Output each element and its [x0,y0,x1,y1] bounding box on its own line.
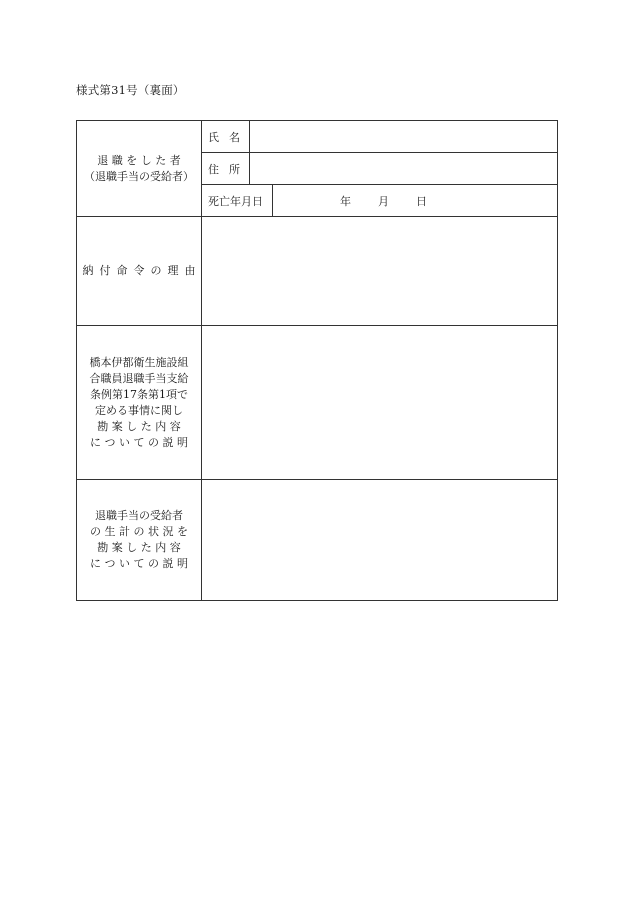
circumstances-label-cell [77,326,202,480]
livelihood-label-cell [77,480,202,601]
death-date-month-unit: 月 [378,194,389,208]
retiree-label-line1: 退 職 を し た 者 [97,153,181,167]
retiree-label-cell [77,121,202,217]
livelihood-label-line: 退職手当の受給者 [95,509,183,522]
circumstances-field[interactable] [202,326,558,480]
circumstances-label-line: 定める事情に関し [95,403,183,417]
name-label-cell [202,121,250,153]
livelihood-field[interactable] [202,480,558,601]
livelihood-row [77,480,558,601]
death-date-label: 死亡年月日 [202,185,273,217]
address-label: 住所 [208,162,250,176]
form-title: 様式第31号（裏面） [76,83,185,97]
address-label-cell [202,153,250,185]
circumstances-label-line: 条例第17条第1項で [90,387,188,401]
name-field[interactable] [250,121,558,153]
death-date-day-unit: 日 [416,194,427,208]
circumstances-label-line: に つ い て の 説 明 [90,435,188,449]
reason-field[interactable] [202,217,558,326]
livelihood-label-line: に つ い て の 説 明 [90,557,188,570]
reason-row [77,217,558,326]
death-date-field[interactable] [273,185,558,217]
name-row [77,121,558,153]
livelihood-label-line: 勘 案 し た 内 容 [97,541,181,554]
circumstances-label-line: 橋本伊都衛生施設組 [89,355,189,369]
death-date-year-unit: 年 [340,194,351,208]
circumstances-label-line: 合職員退職手当支給 [89,371,189,385]
name-label: 氏名 [208,130,250,144]
address-field[interactable] [250,153,558,185]
reason-label: 納付命令の理由 [82,264,202,277]
livelihood-label-line: の 生 計 の 状 況 を [90,525,188,538]
form-table [76,120,558,601]
reason-label-cell [77,217,202,326]
circumstances-label-line: 勘 案 し た 内 容 [97,419,181,433]
retiree-label-line2: （退職手当の受給者） [84,169,194,183]
circumstances-row [77,326,558,480]
